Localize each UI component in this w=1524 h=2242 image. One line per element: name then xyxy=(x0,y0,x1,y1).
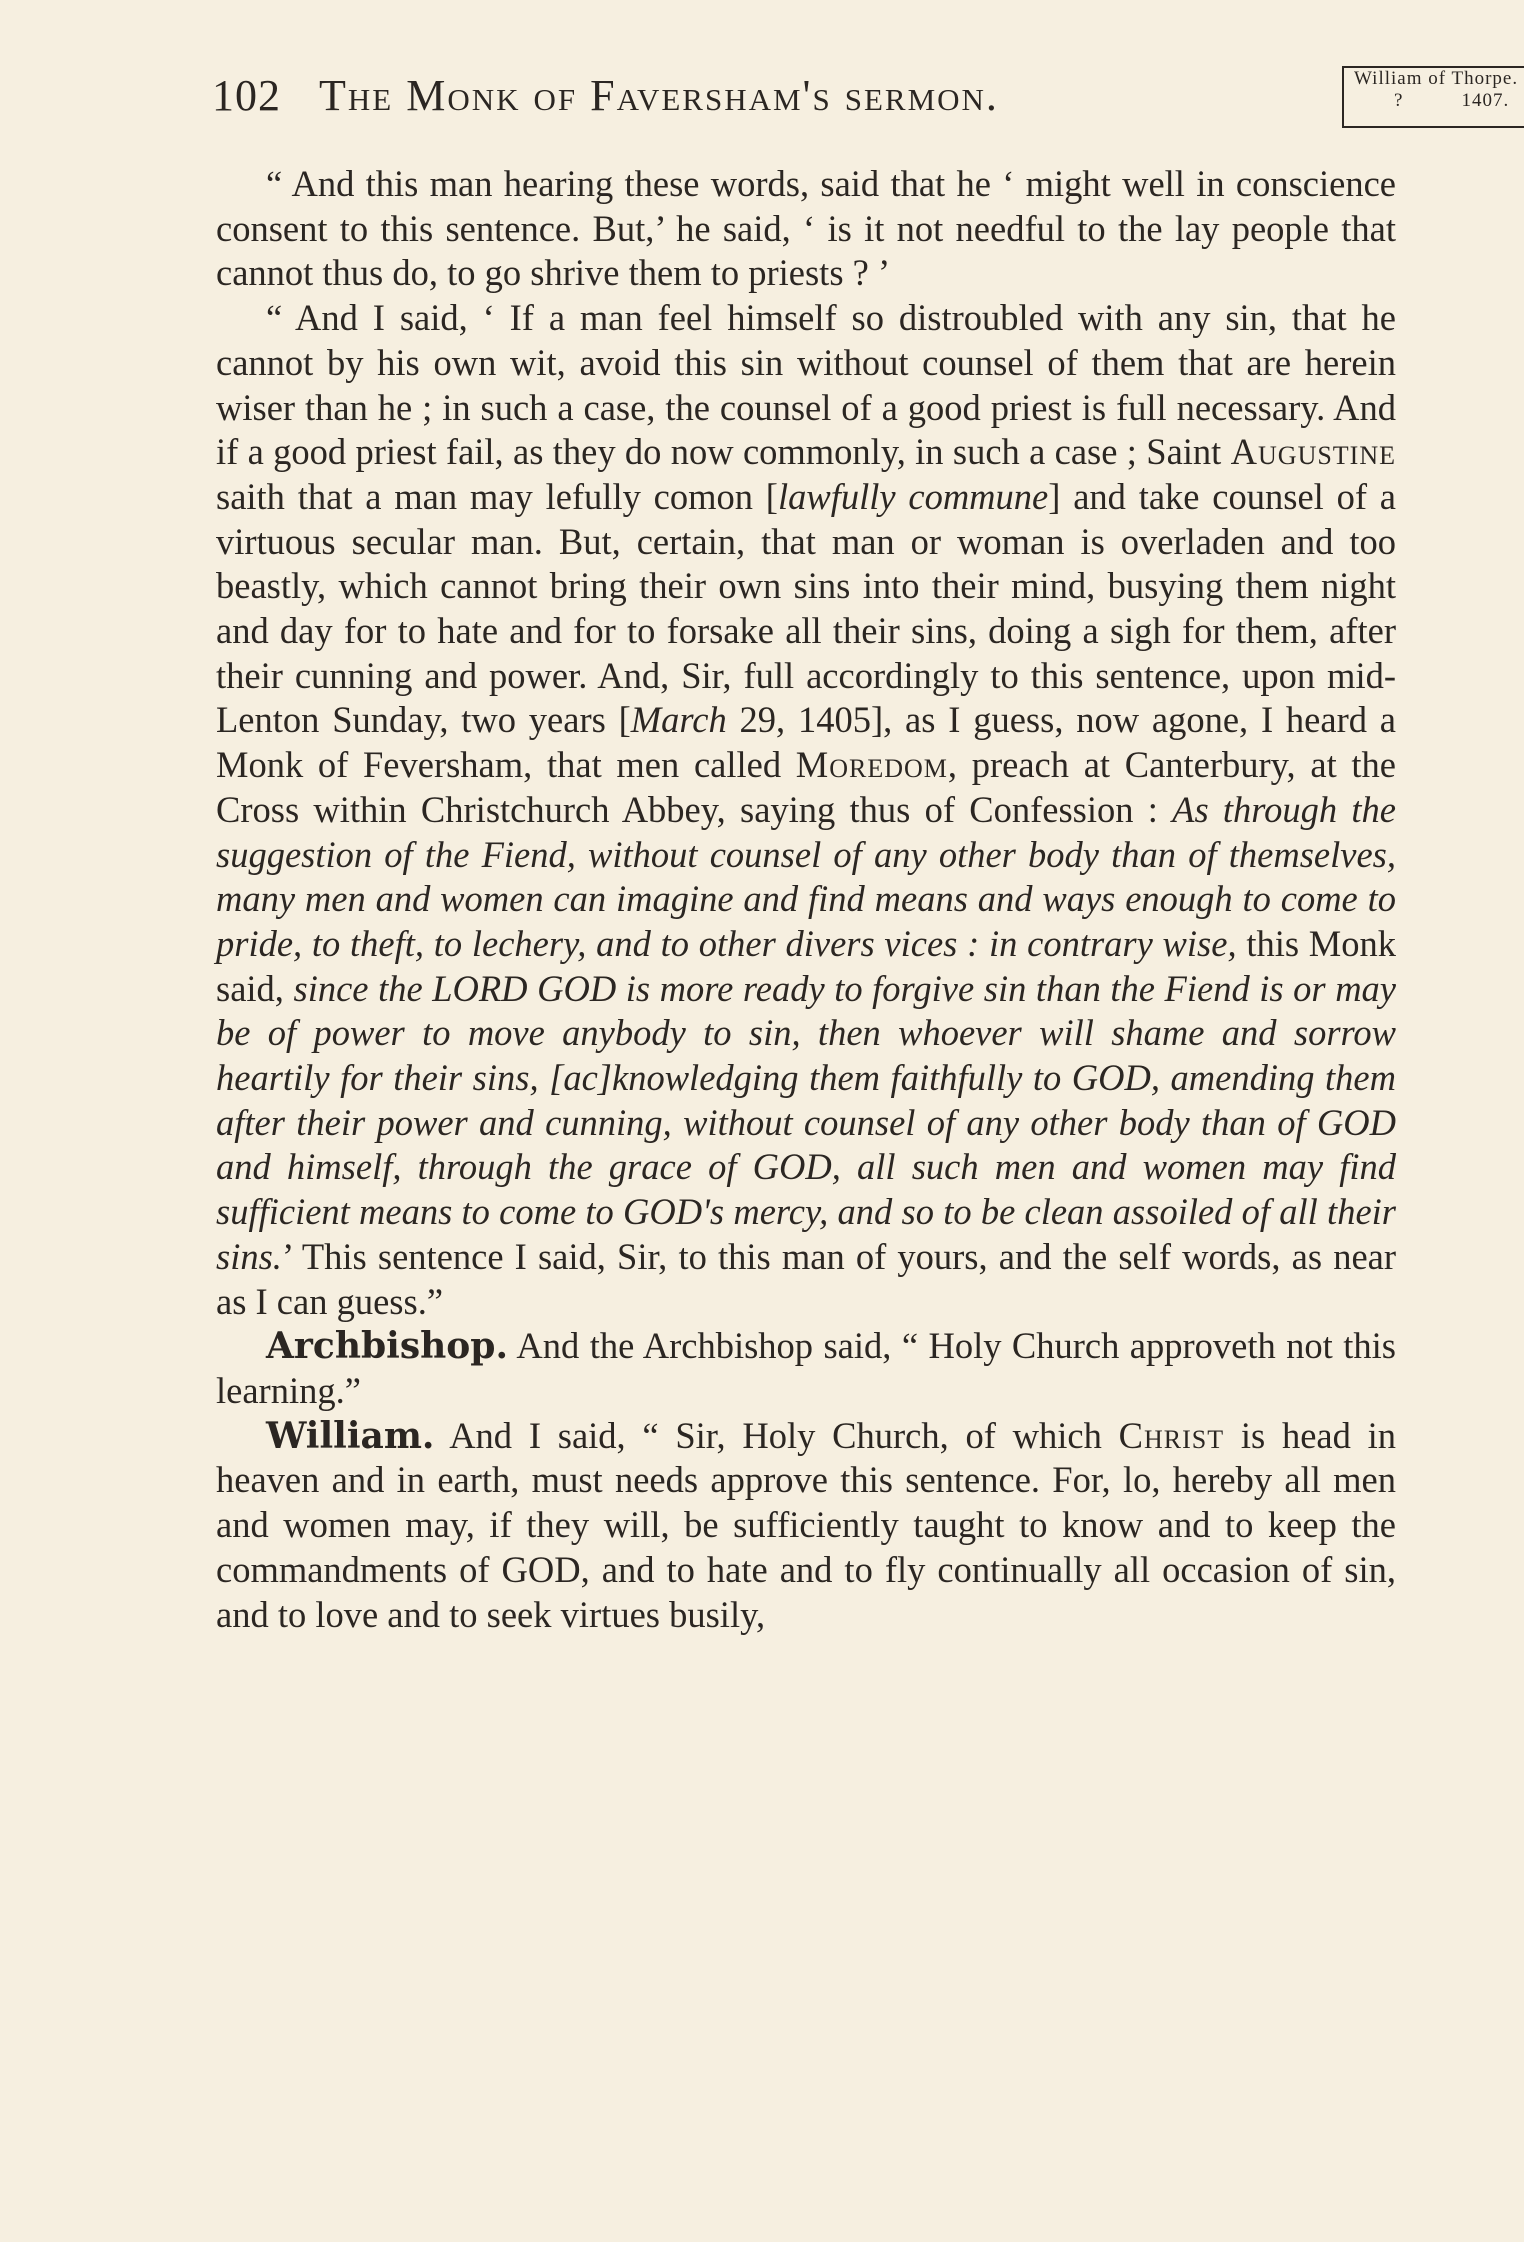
page-number: 102 xyxy=(212,71,281,120)
sermon-quote-2a: since the LORD GOD is more ready to forgive sin than the Fiend is or may be of power to move anybody to sin, then whoever will shame and sorrow heartily for their sins, [ xyxy=(216,967,1397,1099)
name-christ: Christ xyxy=(1118,1414,1225,1456)
side-note-year: 1407. xyxy=(1461,90,1510,111)
body-text xyxy=(216,162,1396,1637)
name-augustine: Augustine xyxy=(1230,431,1397,473)
paragraph-william: William. And I said, “ Sir, Holy Church, of which Christ is head in heaven and in earth, must needs approve this sentence. For, lo, hereby all men and women may, if they will, be sufficiently taught to know and to keep the commandments of GOD, and to hate and to fly continually all occasion of sin, and to love and to seek virtues busily, xyxy=(216,1414,1397,1635)
paragraph-1: “ And this man hearing these words, said that he ‘ might well in conscience consent to this sentence. But,’ he said, ‘ is it not needful to the lay people that cannot thus do, to go shrive them to priests ? ’ xyxy=(216,163,1396,294)
sermon-quote-1: As through the suggestion of the Fiend, without counsel of any other body than of themselves, many men and women can imagine and find means and ways enough to come to pride, to theft, to lechery, and to other divers vices : in contrary wise, xyxy=(216,788,1396,964)
speaker-archbishop: Archbishop. xyxy=(266,1325,508,1368)
side-note-question: ? xyxy=(1394,90,1404,111)
gloss-lawfully: lawfully commune xyxy=(777,475,1049,517)
gloss-ac: ac xyxy=(563,1057,598,1099)
running-title: The Monk of Faversham's sermon. xyxy=(319,71,999,120)
paragraph-2: “ And I said, ‘ If a man feel himself so distroubled with any sin, that he cannot by his own wit, avoid this sin without counsel of them that are herein wiser than he ; in such a case, the counsel of a good priest is full necessary. And if a good priest fail, as they do now commonly, in such a case ; Saint Augustine saith that a man may lefully comon [lawfully commune] and take counsel of a virtuous secular man. But, certain, that man or woman is overladen and too beastly, which cannot bring their own sins into their mind, busying them night and day for to hate and for to forsake all their sins, doing a sigh for them, after their cunning and power. And, Sir, full accordingly to this sentence, upon mid-Lenton Sunday, two years [March 29, 1405], as I guess, now agone, I heard a Monk of Feversham, that men called Moredom, preach at Canterbury, at the Cross within Christchurch Abbey, saying thus of Confession : As through the suggestion of the Fiend, without counsel of any other body than of themselves, many men and women can imagine and find means and ways enough to come to pride, to theft, to lechery, and to other divers vices : in contrary wise, this Monk said, since the LORD GOD is more ready to forgive sin than the Fiend is or may be of power to move anybody to sin, then whoever will shame and sorrow heartily for their sins, [ac]knowledging them faithfully to GOD, amending them after their power and cunning, without counsel of any other body than of GOD and himself, through the grace of GOD, all such men and women may find sufficient means to come to GOD's mercy, and so to be clean assoiled of all their sins.’ This sentence I said, Sir, to this man of yours, and the self words, as near as I can guess.” xyxy=(216,297,1397,1322)
date-march: March xyxy=(630,699,727,741)
running-header xyxy=(212,68,1519,130)
paragraph-archbishop: Archbishop. And the Archbishop said, “ Holy Church approveth not this learning.” xyxy=(216,1325,1396,1411)
sermon-quote-2b: ]knowledging them faithfully to GOD, amending them after their power and cunning, without counsel of any other body than of GOD and himself, through the grace of GOD, all such men and women may find sufficient means to come to GOD's mercy, and so to be clean assoiled of all their sins. xyxy=(216,1057,1396,1277)
name-moredom: Moredom xyxy=(795,744,948,786)
side-note-author: William of Thorpe. xyxy=(1354,68,1519,89)
speaker-william: William. xyxy=(266,1414,435,1457)
side-note xyxy=(1342,66,1524,128)
